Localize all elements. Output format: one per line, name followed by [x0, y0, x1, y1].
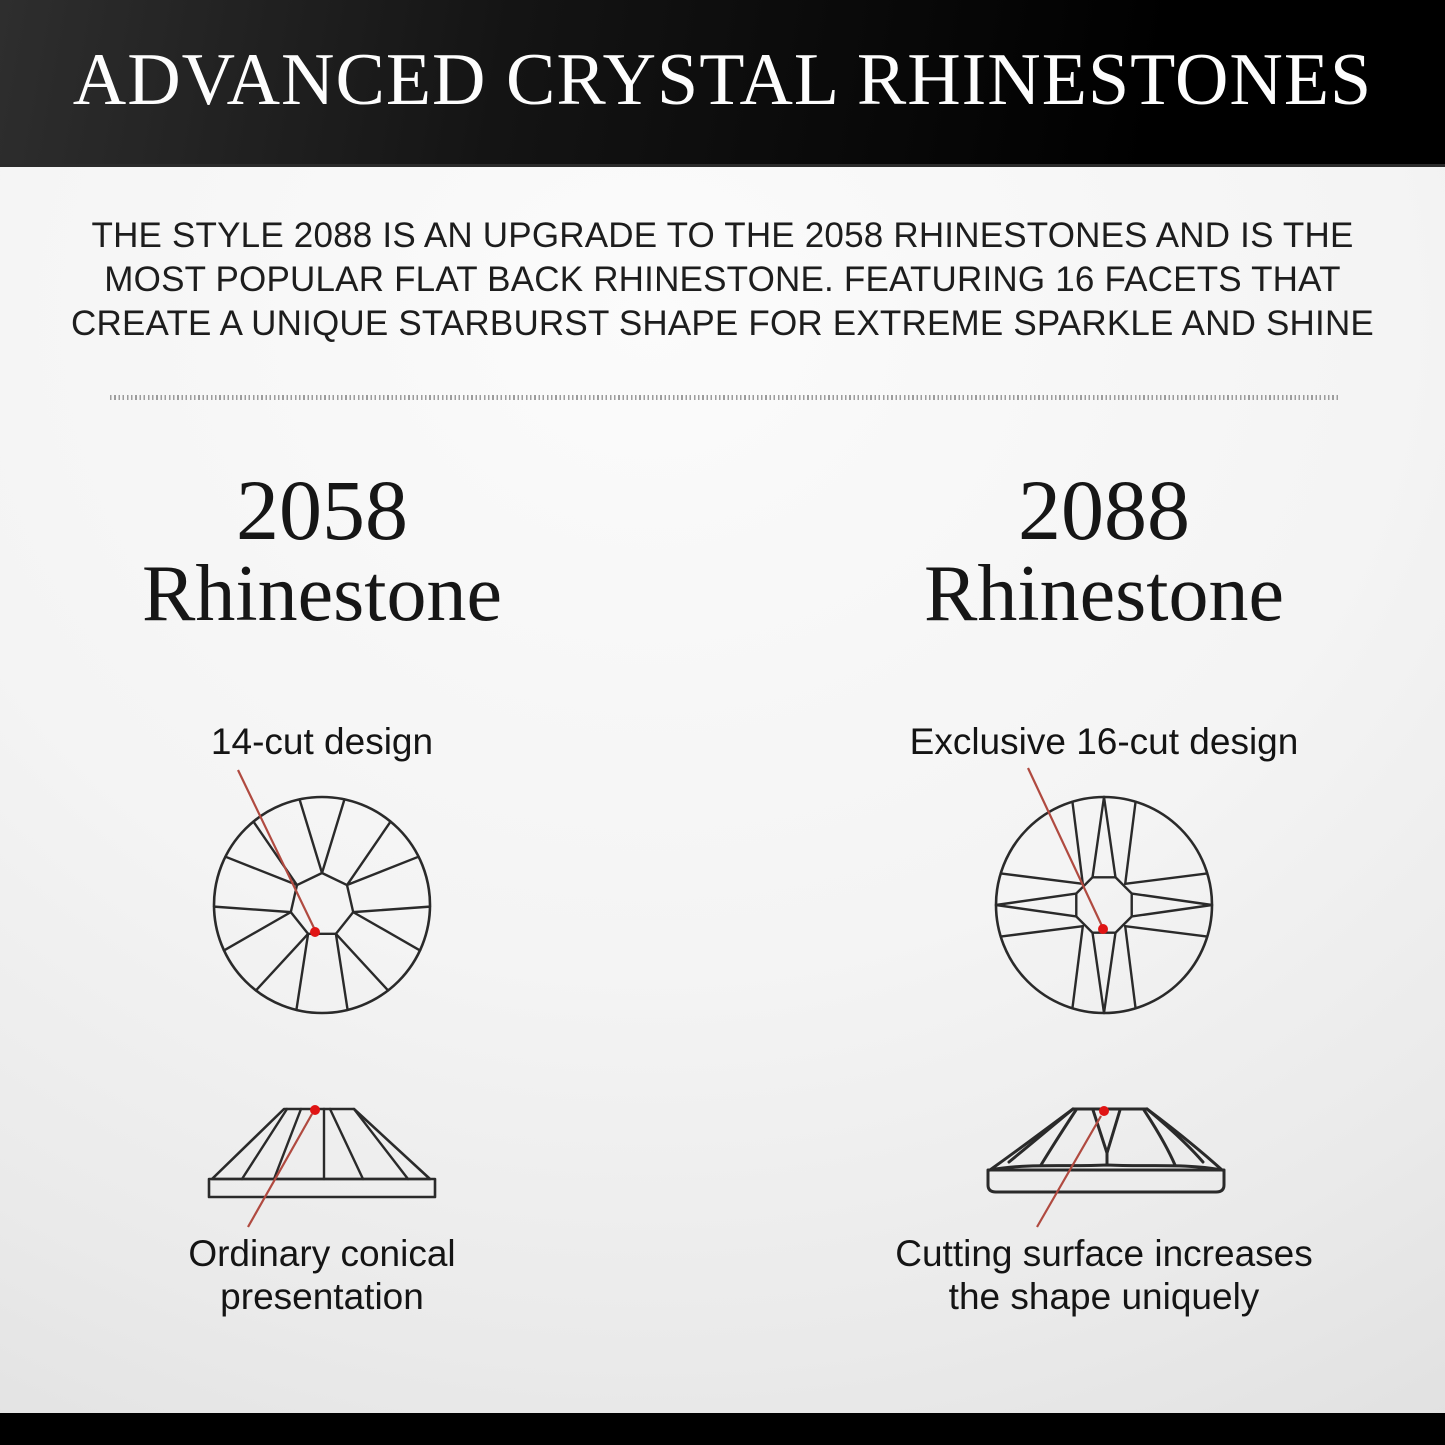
model-name-2058: Rhinestone	[142, 550, 502, 638]
model-number-2088: 2088	[1018, 462, 1190, 558]
model-heading-2088	[784, 462, 1424, 638]
caption-2058	[2, 1232, 642, 1318]
side-view-diagram-2058	[197, 1095, 447, 1210]
caption-2088	[784, 1232, 1424, 1318]
intro-line-3: CREATE A UNIQUE STARBURST SHAPE FOR EXTREME SPARKLE AND SHINE	[71, 304, 1374, 343]
top-view-diagram-2058	[202, 785, 442, 1025]
model-name-2088: Rhinestone	[924, 550, 1284, 638]
cut-label-2088: Exclusive 16-cut design	[909, 721, 1299, 762]
intro-line-1: THE STYLE 2088 IS AN UPGRADE TO THE 2058 RHINESTONES AND IS THE	[91, 216, 1354, 255]
column-2088	[784, 0, 1424, 1445]
cut-label-2058: 14-cut design	[210, 721, 434, 762]
caption-2088-line-1: Cutting surface increases	[895, 1233, 1313, 1274]
caption-2088-line-2: the shape uniquely	[948, 1276, 1260, 1317]
model-heading-2058	[2, 462, 642, 638]
footer-bar	[0, 1413, 1445, 1445]
model-number-2058: 2058	[236, 462, 408, 558]
column-2058	[2, 0, 642, 1445]
caption-2058-line-2: presentation	[220, 1276, 424, 1317]
side-view-diagram-2088	[979, 1095, 1229, 1210]
top-view-diagram-2088	[984, 785, 1224, 1025]
caption-2058-line-1: Ordinary conical	[188, 1233, 456, 1274]
page-title: ADVANCED CRYSTAL RHINESTONES	[72, 39, 1373, 121]
intro-line-2: MOST POPULAR FLAT BACK RHINESTONE. FEATURING 16 FACETS THAT	[104, 260, 1341, 299]
